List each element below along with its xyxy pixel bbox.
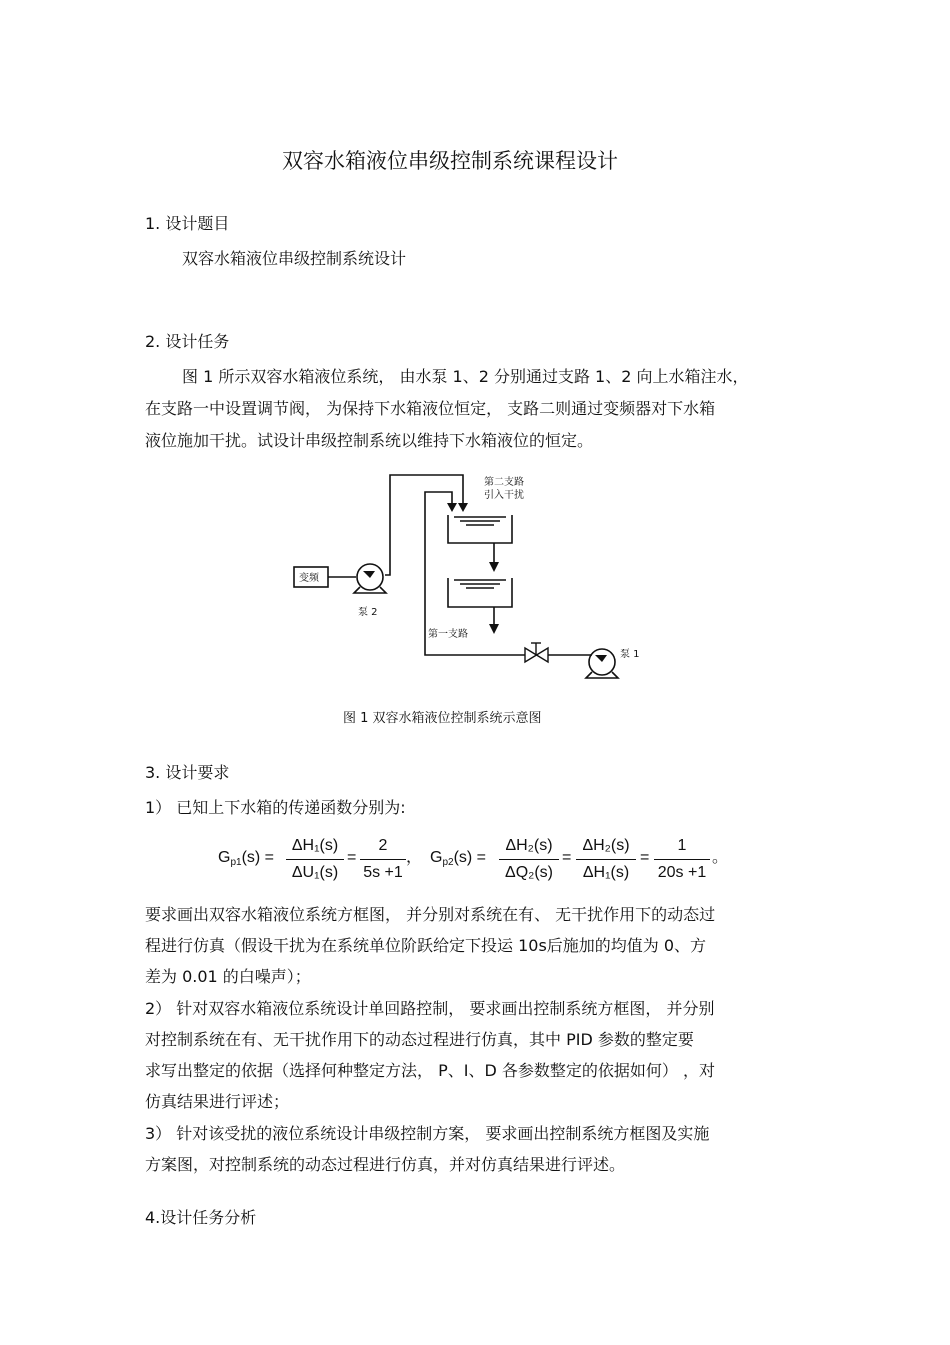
paragraph-line: 求写出整定的依据（选择何种整定方法， P、I、D 各参数整定的依据如何） ，对 — [145, 1061, 715, 1080]
label-branch-1: 第一支路 — [428, 629, 468, 640]
section-1-heading: 1. 设计题目 — [145, 214, 230, 233]
paragraph-line: 方案图，对控制系统的动态过程进行仿真，并对仿真结果进行评述。 — [145, 1155, 626, 1174]
label-vfd: 变频 — [299, 573, 319, 584]
fraction: ΔH₂(s) ΔH₁(s) — [576, 836, 636, 883]
paragraph-line: 3） 针对该受扰的液位系统设计串级控制方案， 要求画出控制系统方框图及实施 — [145, 1124, 710, 1143]
control-valve-icon — [525, 643, 548, 662]
section-1-body: 双容水箱液位串级控制系统设计 — [182, 249, 407, 268]
section-2-line: 图 1 所示双容水箱液位系统， 由水泵 1、2 分别通过支路 1、2 向上水箱注水， — [182, 367, 749, 386]
section-2-line: 在支路一中设置调节阀， 为保持下水箱液位恒定， 支路二则通过变频器对下水箱 — [145, 399, 716, 418]
paragraph-line: 要求画出双容水箱液位系统方框图， 并分别对系统在有、 无干扰作用下的动态过 — [145, 905, 716, 924]
section-2-line: 液位施加干扰。试设计串级控制系统以维持下水箱液位的恒定。 — [145, 431, 594, 450]
paragraph-line: 对控制系统在有、无干扰作用下的动态过程进行仿真，其中 PID 参数的整定要 — [145, 1030, 694, 1049]
two-tank-schematic — [280, 465, 660, 695]
label-branch-2: 第二支路 — [484, 477, 524, 488]
paragraph-line: 2） 针对双容水箱液位系统设计单回路控制， 要求画出控制系统方框图， 并分别 — [145, 999, 715, 1018]
section-4-heading: 4.设计任务分析 — [145, 1208, 257, 1227]
fraction: 1 20s +1 — [654, 836, 710, 883]
figure-caption: 图 1 双容水箱液位控制系统示意图 — [343, 711, 542, 726]
branch-2-pipe — [385, 475, 463, 575]
label-pump-1: 泵 1 — [620, 649, 640, 660]
fraction: 2 5s +1 — [360, 836, 406, 883]
section-2-heading: 2. 设计任务 — [145, 332, 230, 351]
upper-tank — [448, 515, 512, 543]
fraction: ΔH₂(s) ΔQ₂(s) — [499, 836, 559, 883]
paragraph-line: 差为 0.01 的白噪声）； — [145, 967, 311, 986]
lower-tank — [448, 578, 512, 607]
fraction: ΔH₁(s) ΔU₁(s) — [286, 836, 344, 883]
page-title: 双容水箱液位串级控制系统课程设计 — [282, 149, 618, 173]
paragraph-line: 仿真结果进行评述； — [145, 1092, 290, 1111]
paragraph-line: 程进行仿真（假设干扰为在系统单位阶跃给定下投运 10s后施加的均值为 0、方 — [145, 936, 707, 955]
label-disturbance: 引入干扰 — [484, 490, 524, 501]
section-3-heading: 3. 设计要求 — [145, 763, 230, 782]
item-1-intro: 1） 已知上下水箱的传递函数分别为: — [145, 798, 406, 817]
label-pump-2: 泵 2 — [358, 607, 378, 618]
